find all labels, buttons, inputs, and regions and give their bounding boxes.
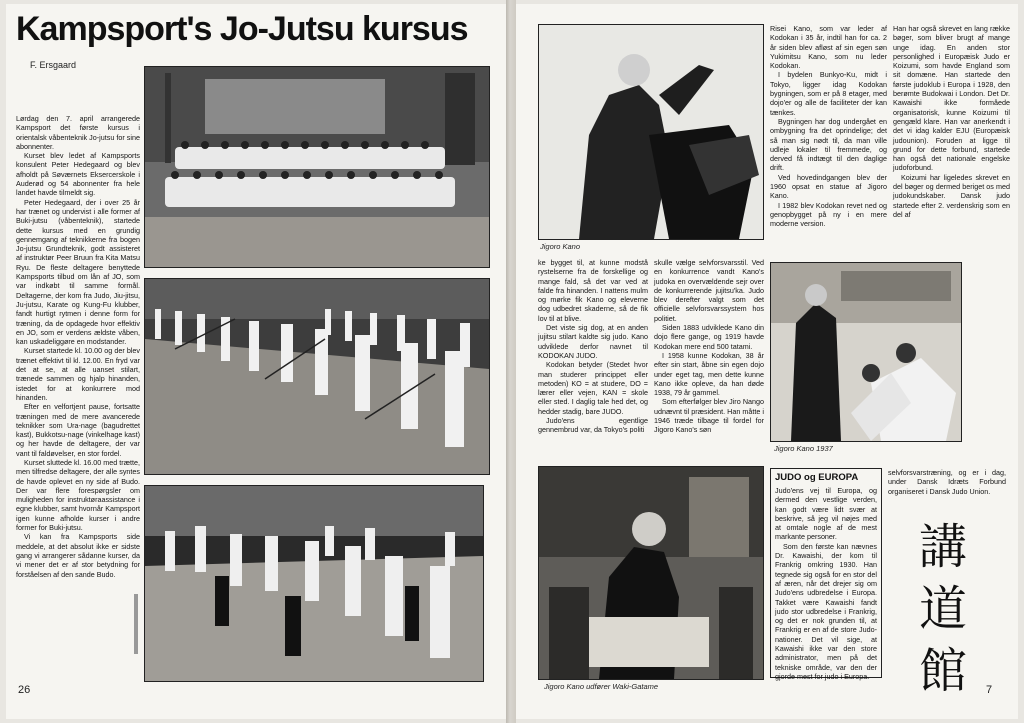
author-byline: F. Ersgaard bbox=[30, 60, 77, 70]
paragraph: Det viste sig dog, at en anden jujitsu stilart kaldte sig judo. Kano udviklede derfor navnet til KODOKAN JUDO. bbox=[538, 323, 648, 360]
right-page bbox=[516, 4, 1018, 719]
text-column-c bbox=[538, 258, 648, 458]
paragraph: Kurset startede kl. 10.00 og der blev trænet effektivt til kl. 12.00. En fryd var det at se, at alle uanset stilart, trænede sammen og hjalp hinanden, istedet for at konkurrere mod hinanden. bbox=[16, 346, 140, 402]
text-column-b bbox=[893, 24, 1010, 264]
paragraph: Bygningen har dog undergået en ombygning fra det oprindelige; det så man sig nødt til, da man ville udleje lokaler til fremmede, og derved få indtægt til den daglige drift. bbox=[770, 116, 887, 173]
paragraph: Som efterfølger blev Jiro Nango udnævnt til præsident. Han måtte i 1946 træde tilbage til fordel for Jigoro Kano's søn bbox=[654, 397, 764, 435]
calligraphy-character: 講 bbox=[918, 519, 967, 575]
paragraph: Som den første kan nævnes Dr. Kawaishi, der kom til Frankrig omkring 1930. Han tegnede sig også for en stor del af æren, når det drejer sig om Judo'ens udbredelse i Europa. Takket være Kawaishi fandt judo stor udbredelse i Frankrig, og det er nok grunden til, at Frankrig er en af de store Judo-nationer. Det vil sige, at Kawaishi ikke var den store administrator, men på det tekniske område, var den der gjorde mest for judo i Europa. bbox=[775, 541, 877, 681]
spine-gutter bbox=[506, 0, 516, 723]
paragraph: skulle vælge selvforsvarsstil. Ved en konkurrence vandt Kano's judoka en overvældende sejr over de konkurrerende jujitsu'ka. Judo blev derefter valgt som det officielle selvforsvarssystem hos politiet. bbox=[654, 258, 764, 323]
article-title: Kampsport's Jo-Jutsu kursus bbox=[16, 10, 468, 48]
right-page-number: 7 bbox=[986, 684, 993, 696]
training-photo-action bbox=[144, 485, 484, 682]
text-column-d bbox=[654, 258, 764, 458]
calligraphy-character: 道 bbox=[918, 581, 967, 637]
caption-kano-1937: Jigoro Kano 1937 bbox=[774, 444, 833, 453]
paragraph: Vi kan fra Kampsports side meddele, at det absolut ikke er sidste gang vi arrangerer sådanne kurser, da vi mener det er af stor betydning for forståelsen af den sande Budo. bbox=[16, 532, 140, 579]
paragraph: Kodokan betyder (Stedet hvor man studerer princippet eller metoden) KO = at studere, DO = lærer eller vejen, KAN = skole eller sted. I daglig tale hed det, og hedder stadig, bare JUDO. bbox=[538, 360, 648, 416]
text-column-e bbox=[775, 486, 877, 681]
section-title: JUDO og EUROPA bbox=[775, 472, 859, 483]
training-photo-rows bbox=[144, 278, 490, 475]
paragraph: Efter en velfortjent pause, fortsatte træningen med de mere avancerede teknikker som Ura-nage (bagudrettet kast), Bukkotsu-nage (vinkelhage kast) og her havde de deltagere, der var vant til faldøvelser, en stor fordel. bbox=[16, 402, 140, 458]
paragraph: Kurset sluttede kl. 16.00 med trætte, men tilfredse deltagere, der alle syntes de havde oplevet en ny side af Budo. Der var flere forespørgsler om muligheden for instruktøraassistance i egne klubber, samt hvornår Kampsport igen kunne afholde kurser i andre former for Buki-jutsu. bbox=[16, 457, 140, 533]
paragraph: selvforsvarstræning, og er i dag, under Dansk Idræts Forbund organiseret i Dansk Judo Union. bbox=[888, 468, 1006, 496]
paragraph: Kurset blev ledet af Kampsports konsulent Peter Hedegaard og blev afholdt på Søværnets Eksercerskole i Auderød og 54 abonnenter fra hele landet havde tilmeldt sig. bbox=[16, 151, 140, 198]
paragraph: Koizumi har ligeledes skrevet en del bøger og dermed beriget os med judokundskaber. Dansk judo startede efter 2. verdenskrig som en del af bbox=[893, 172, 1010, 219]
paragraph: Judo'ens vej til Europa, og dermed den vestlige verden, kan godt være lidt svær at beskrive, så jeg vil nøjes med at omtale nogle af de mest markante personer. bbox=[775, 486, 877, 542]
paragraph: Lørdag den 7. april arrangerede Kampsport det første kursus i orientalsk våbenteknik Jo-jutsu for sine abonnenter. bbox=[16, 114, 140, 151]
paragraph: Ved hovedindgangen blev der 1960 opsat en statue af Jigoro Kano. bbox=[770, 172, 887, 201]
kodokan-calligraphy bbox=[908, 516, 978, 702]
caption-waki-gatame: Jigoro Kano udfører Waki-Gatame bbox=[544, 682, 659, 691]
left-page bbox=[6, 4, 506, 719]
paragraph: Han har også skrevet en lang række bøger, som bliver brugt af mange unge idag. En anden stor personlighed i Europæisk Judo er Koizumi, som havde England som sit domæne. Han startede den første judoklub i Europa i 1928, den berømte Budokwai i London. Det Dr. Kawaishi ikke formåede organisatorisk, kunne Koizumi til gengæld klare. Han var anerkendt i det vi idag kalder EJU (Europæisk judounion). Foruden at ligge til grund for dette forbund, startede han også det nationale engelske judoforbund. bbox=[893, 24, 1010, 173]
kano-waki-gatame-photo bbox=[538, 466, 764, 680]
text-column-a bbox=[770, 24, 887, 264]
group-photo bbox=[144, 66, 490, 268]
paragraph: I 1982 blev Kodokan revet ned og genopbygget på ny i en mere moderne version. bbox=[770, 200, 887, 229]
kano-1937-photo bbox=[770, 262, 962, 442]
paragraph: I bydelen Bunkyo-Ku, midt i Tokyo, ligger idag Kodokan bygningen, som er på 8 etager, med dojo'er og alle de faciliteter der kan tænkes. bbox=[770, 70, 887, 117]
kano-portrait-photo bbox=[538, 24, 764, 240]
paragraph: ke bygget til, at kunne modstå rystelserne fra de forskellige og mange fald, så det var ved at falde fra hinanden. I nattens mulm og mørke fik Kano og eleverne dog udbedret skaderne, så de fik lov til at blive. bbox=[538, 258, 648, 323]
left-page-number: 26 bbox=[18, 684, 31, 696]
caption-kano: Jigoro Kano bbox=[540, 242, 581, 251]
photo-credit-mark bbox=[134, 594, 138, 654]
calligraphy-character: 館 bbox=[918, 643, 967, 699]
paragraph: I 1958 kunne Kodokan, 38 år efter sin start, åbne sin egen dojo under eget tag, men dette kunne Kano ikke opleve, da han døde 1938, 79 år gammel. bbox=[654, 350, 764, 398]
judo-europa-section bbox=[770, 468, 882, 681]
paragraph: Siden 1883 udviklede Kano din dojo flere gange, og 1919 havde Kodokan mere end 500 tatami. bbox=[654, 323, 764, 351]
text-column-f bbox=[888, 468, 1006, 518]
paragraph: Judo'ens egentlige gennembrud var, da Tokyo's politi bbox=[538, 416, 648, 435]
paragraph: Risei Kano, som var leder af Kodokan i 35 år, indtil han for ca. 2 år siden blev afløst af sin egen søn Yukimitsu Kano, som nu leder Kodokan. bbox=[770, 24, 887, 71]
paragraph: Peter Hedegaard, der i over 25 år har trænet og undervist i alle former af Buki-jutsu (våbenteknik), startede dette kursus med en grundig gennemgang af teknikkerne fra bogen Jo-jutsu Grundteknik, godt assisteret af instruktør Peer Bruun fra Kita Matsu Ryu. De fleste deltagere benyttede Kampsports tilbud om lån af JO, som var indkøbt til samme formål. Deltagerne, der kom fra Judo, Jiu-jitsu, Ju-jutsu, Karate og Kung-Fu klubber, fandt hurtigt rytmen i denne form for træning, da de opdagede hvor effektiv en JO, som er verdens ældste våben, kan uskadeliggøre en modstander. bbox=[16, 197, 140, 347]
left-text-column bbox=[16, 114, 140, 684]
